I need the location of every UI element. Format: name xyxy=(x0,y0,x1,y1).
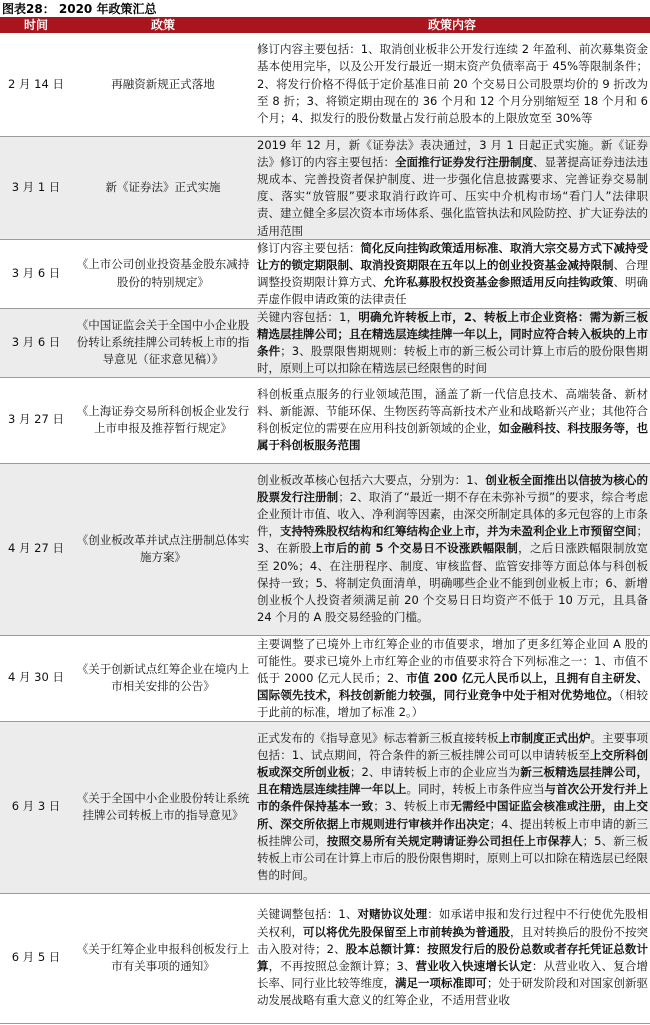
content-highlight: 上交所科创板或深交所创业板 xyxy=(257,747,648,779)
row-policy: 《关于红筹企业申报科创板发行上市有关事项的通知》 xyxy=(72,893,254,1023)
content-highlight: 支持特殊股权结构和红筹结构企业上市，并为未盈利企业上市预留空间 xyxy=(280,524,637,539)
row-content xyxy=(254,463,650,635)
content-text: 修订内容主要包括：1、取消创业板非公开发行连续 2 年盈利、前次募集资金基本使用完毕，以及公开发行最近一期末资产负债率高于 45%等限制条件；2、将发行价格不得低于定价基准日前 20 个交易日公司股票均价的 9 折改为至 8 折；3、将锁定期由现在的 36 个月和 12 个月分别缩短至 18 个月和 6 个月；4、拟发行的股份数量占发行前总股本的上限放宽至 30%等 xyxy=(257,42,648,126)
content-text: 主要调整了已境外上市红筹企业的市值要求，增加了更多红筹企业回 A 股的可能性。要求已境外上市红筹企业的市值要求符合下列标准之一：1、市值不低于 2000 亿元人民币；2、 xyxy=(257,636,648,685)
content-highlight: 允许私募股权投资基金参照适用反向挂钩政策 xyxy=(383,274,614,289)
content-highlight: 创业板全面推出以信披为核心的股票发行注册制 xyxy=(257,472,648,504)
content-text: ：如承诺申报和发行过程中不行使优先股相关权利， xyxy=(257,907,648,939)
row-date: 3 月 6 日 xyxy=(0,239,72,308)
content-text: ，之后日涨跌幅限制放宽至 20%；4、在注册程序、制度、审核监督、监管安排等方面总体与科创板保持一致；5、将制定负面清单，明确哪些企业不能到创业板上市；6、新增创业板个人投资者须满足前 20 个交易日日均资产不低于 10 万元，且具备 24 个月的 A 股交易经验的门槛。 xyxy=(257,541,648,625)
row-content xyxy=(254,893,650,1023)
content-text: ；2、申请转板上市的企业应当为 xyxy=(350,764,521,779)
content-text: 关键内容包括：1， xyxy=(257,309,359,324)
content-text: ；3、股票限售期规则：转板上市的新三板公司计算上市后的股份限售期时，原则上可以扣除在精选层已经限售的时间 xyxy=(257,343,648,376)
row-content xyxy=(254,136,650,239)
content-text: ；3、转板上市 xyxy=(373,799,451,814)
content-text: ，且对转换后的股份不按突击入股对待；2、 xyxy=(257,924,648,956)
content-highlight: 营业收入快速增长认定 xyxy=(415,959,532,973)
content-text: 科创板重点服务的行业领域范围，涵盖了新一代信息技术、高端装备、新材料、新能源、节能环保、生物医药等高新技术产业和战略新兴产业；其他符合科创板定位的需要在应用科技创新领域的企业， xyxy=(257,386,648,435)
table-row xyxy=(0,463,650,635)
content-highlight: 股本总额计算：按照发行后的股份总数或者存托凭证总数计算 xyxy=(257,941,648,973)
row-policy: 新《证券法》正式实施 xyxy=(72,136,254,239)
row-content xyxy=(254,239,650,308)
row-date: 4 月 30 日 xyxy=(0,635,72,721)
content-highlight: 对赌协议处理 xyxy=(357,907,428,922)
table-header-row xyxy=(0,17,650,33)
content-highlight: 市值 200 亿元人民币以上，且拥有自主研发、国际领先技术，科技创新能力较强，同行业竞争中处于相对优势地位。 xyxy=(257,670,648,703)
content-highlight: 满足一项标准即可 xyxy=(395,976,487,991)
row-date: 3 月 1 日 xyxy=(0,136,72,239)
row-date: 4 月 27 日 xyxy=(0,463,72,635)
table-row xyxy=(0,377,650,463)
header-policy: 政策 xyxy=(72,17,254,33)
content-highlight: 上市制度正式出炉 xyxy=(498,730,591,745)
content-highlight: 按照交易所有关规定聘请证券公司担任上市保荐人 xyxy=(326,833,583,848)
row-policy: 《上海证券交易所科创板企业发行上市申报及推荐暂行规定》 xyxy=(72,377,254,463)
table-row xyxy=(0,893,650,1023)
content-text: 2019 年 12 月，新《证券法》表决通过，3 月 1 日起正式实施。新《证券法》修订的内容主要包括： xyxy=(257,137,648,169)
content-highlight: 明确允许转板上市，2、转板上市企业资格：需为新三板精选层挂牌公司；且在精选层连续挂牌一年以上，同时应符合转入板块的上市条件 xyxy=(257,309,648,358)
row-date: 6 月 3 日 xyxy=(0,721,72,893)
row-content xyxy=(254,721,650,893)
figure-title: 图表28： 2020 年政策汇总 xyxy=(2,2,157,16)
table-row xyxy=(0,308,650,377)
content-text: ，不再按照总金额计算；3、 xyxy=(268,959,416,973)
content-text: ；4、提出转板上市申请的新三板挂牌公司， xyxy=(257,816,648,848)
content-text: 关键调整包括：1、 xyxy=(257,907,358,922)
row-policy: 《创业板改革并试点注册制总体实施方案》 xyxy=(72,463,254,635)
table-row xyxy=(0,721,650,893)
row-date: 3 月 27 日 xyxy=(0,377,72,463)
row-policy: 《关于创新试点红筹企业在境内上市相关安排的公告》 xyxy=(72,635,254,721)
table-row xyxy=(0,33,650,136)
row-content xyxy=(254,308,650,377)
content-text: 、显著提高证券违法违规成本、完善投资者保护制度、进一步强化信息披露要求、完善证券交易制度、落实“放管服”要求取消行政许可、压实中介机构市场“看门人”法律职责、建立健全多层次资本市场体系、强化监管执法和风险防控、扩大证券法的适用范围 xyxy=(257,154,648,238)
table-row xyxy=(0,635,650,721)
header-content: 政策内容 xyxy=(254,17,650,33)
content-highlight: 无需经中国证监会核准或注册，由上交所、深交所依据上市规则进行审核并作出决定 xyxy=(257,799,648,831)
row-date: 3 月 6 日 xyxy=(0,308,72,377)
row-policy: 再融资新规正式落地 xyxy=(72,33,254,136)
content-highlight: 全面推行证券发行注册制度 xyxy=(395,154,533,169)
content-text: 正式发布的《指导意见》标志着新三板直接转板 xyxy=(257,730,499,745)
table-body xyxy=(0,33,650,1023)
content-text: ；2、取消了“最近一期不存在未弥补亏损”的要求，综合考虑企业预计市值、收入、净利润等因素，由深交所制定具体的多元包容的上市条件， xyxy=(257,489,648,539)
row-content xyxy=(254,377,650,463)
table-row xyxy=(0,239,650,308)
content-text: 修订内容主要包括： xyxy=(257,240,361,255)
content-text: ；处于研发阶段和对国家创新驱动发展战略有重大意义的红筹企业，不适用营业收 xyxy=(257,976,648,1008)
content-text: 、合理调整投资期限计算方式、 xyxy=(257,257,648,289)
content-text: 。主要事项包括：1、试点期间，符合条件的新三板挂牌公司可以申请转板至 xyxy=(257,730,648,762)
content-text: ；3、在新股 xyxy=(257,524,648,556)
content-text: 创业板改革核心包括六大要点，分别为：1、 xyxy=(257,472,486,487)
content-text: ：从营业收入、复合增长率、同行业比较等维度， xyxy=(257,959,648,991)
content-text: ；5、新三板转板上市公司在计算上市后的股份限售期时，原则上可以扣除在精选层已经限售的时间。 xyxy=(257,833,648,883)
row-content xyxy=(254,33,650,136)
content-highlight: 上市后的前 5 个交易日不设涨跌幅限制 xyxy=(312,541,519,556)
content-text: 。同时，转板上市条件应当 xyxy=(406,782,545,797)
row-policy: 《关于全国中小企业股份转让系统挂牌公司转板上市的指导意见》 xyxy=(72,721,254,893)
row-date: 6 月 5 日 xyxy=(0,893,72,1023)
content-text: （相较于此前的标准，增加了标准 2。） xyxy=(257,688,648,720)
content-highlight: 与首次公开发行并上市的条件保持基本一致 xyxy=(257,782,648,814)
row-content xyxy=(254,635,650,721)
content-highlight: 简化反向挂钩政策适用标准、取消大宗交易方式下减持受让方的锁定期限制、取消投资期限在五年以上的创业投资基金减持限制 xyxy=(257,240,648,272)
content-text: 、明确弄虚作假申请政策的法律责任 xyxy=(257,274,648,307)
content-highlight: 可以将优先股保留至上市前转换为普通股 xyxy=(303,924,510,939)
row-date: 2 月 14 日 xyxy=(0,33,72,136)
content-highlight: 新三板精选层挂牌公司，且在精选层连续挂牌一年以上 xyxy=(257,764,648,797)
content-highlight: 如金融科技、科技服务等，也属于科创板服务范围 xyxy=(257,421,648,453)
table-row xyxy=(0,136,650,239)
row-policy: 《中国证监会关于全国中小企业股份转让系统挂牌公司转板上市的指导意见（征求意见稿）》 xyxy=(72,308,254,377)
policy-table xyxy=(0,17,650,1024)
header-date: 时间 xyxy=(0,17,72,33)
row-policy: 《上市公司创业投资基金股东减持股份的特别规定》 xyxy=(72,239,254,308)
